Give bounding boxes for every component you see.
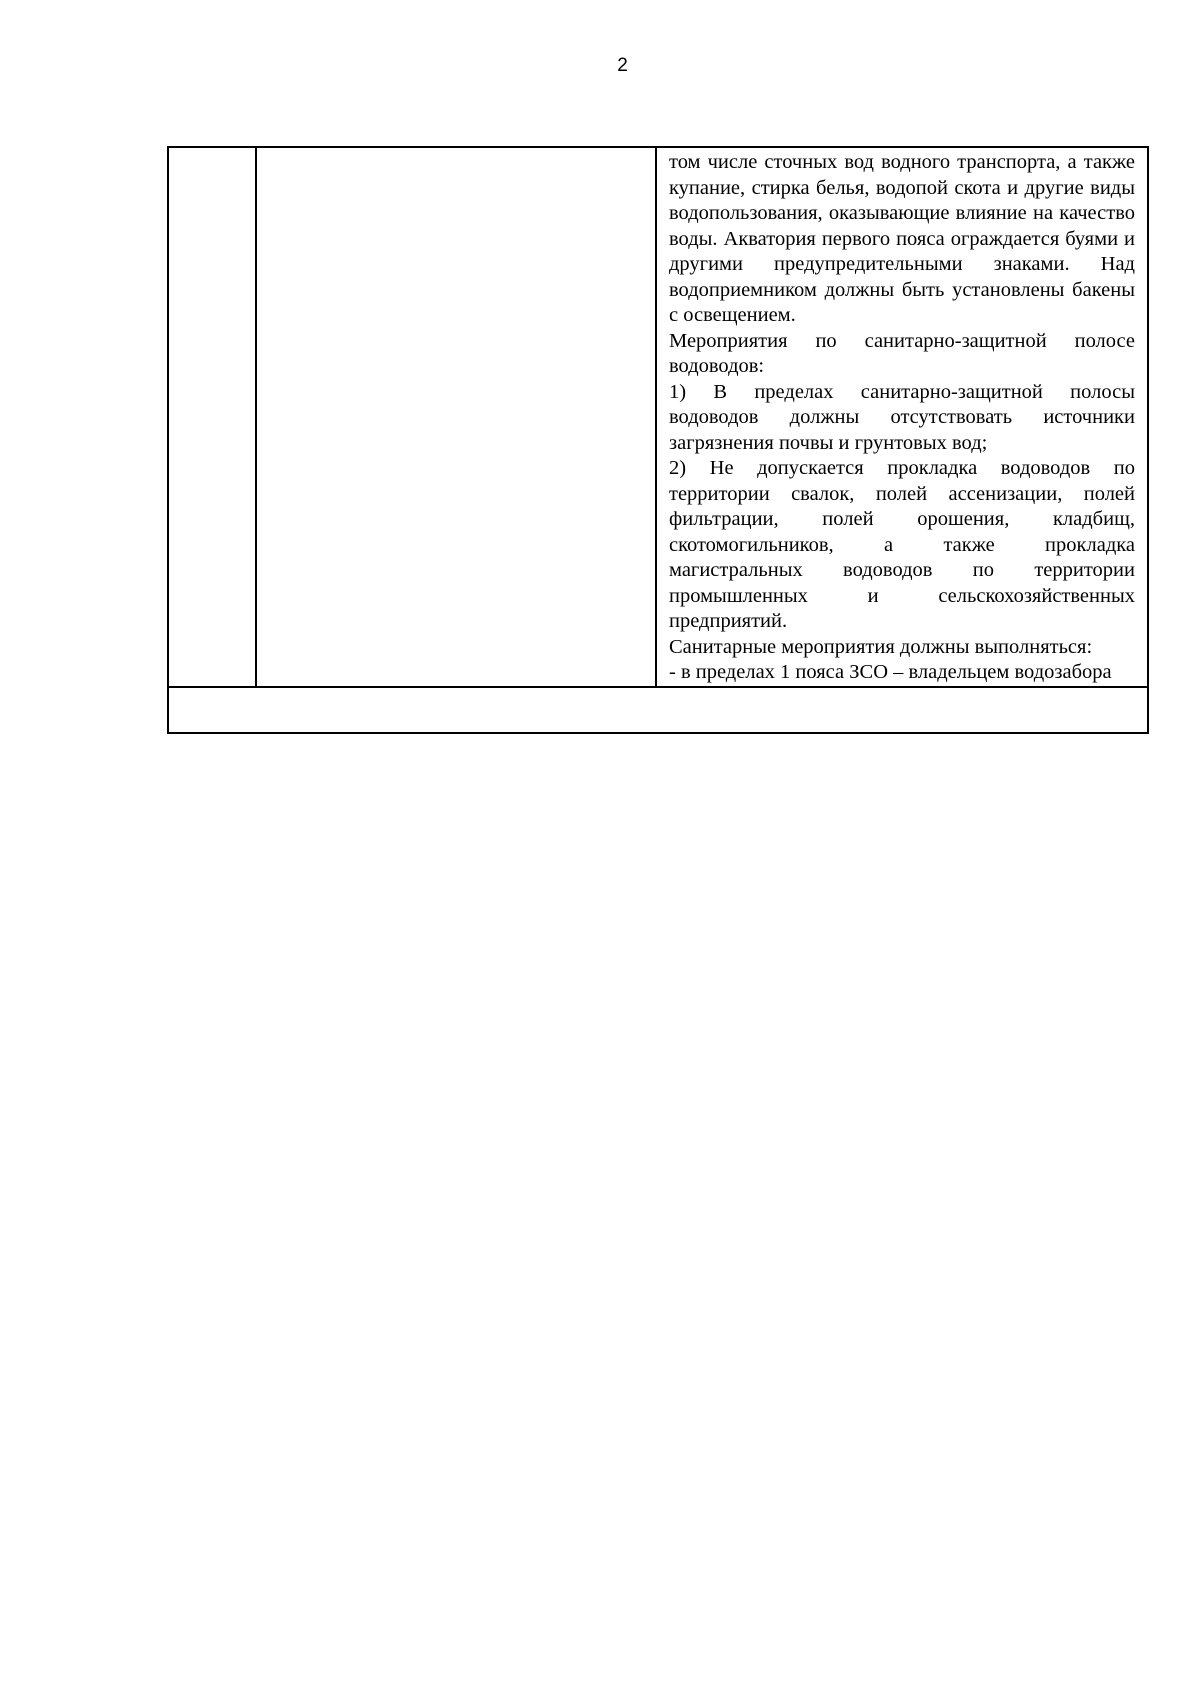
table-cell-measures [656,147,1148,687]
table-row [168,147,1148,687]
measures-paragraph: 2) Не допускается прокладка водоводов по территории свалок, полей ассенизации, полей фильтрации, полей орошения, кладбищ, скотомогильников, а также прокладка магистральных водоводов по территории промышленных и сельскохозяйственных предприятий. [669,457,1135,632]
table-cell-name [256,147,656,687]
table-row [168,687,1148,733]
measures-table [167,146,1149,734]
measures-paragraph: Мероприятия по санитарно-защитной полосе водоводов: [669,329,1135,377]
table-cell-number [168,147,256,687]
measures-paragraph: - в пределах 1 пояса ЗСО – владельцем водозабора [669,661,1112,683]
page-number: 2 [617,55,628,76]
measures-paragraph: 1) В пределах санитарно-защитной полосы водоводов должны отсутствовать источники загрязнения почвы и грунтовых вод; [669,380,1135,454]
measures-text [657,148,1147,686]
table-cell-merged [168,687,1148,733]
measures-paragraph: Санитарные мероприятия должны выполняться: [669,635,1093,658]
measures-paragraph: том числе сточных вод водного транспорта, а также купание, стирка белья, водопой скота и другие виды водопользования, оказывающие влияние на качество воды. Акватория первого пояса ограждается буями и другими предупредительными знаками. Над водоприемником должны быть установлены бакены с освещением. [669,151,1135,326]
